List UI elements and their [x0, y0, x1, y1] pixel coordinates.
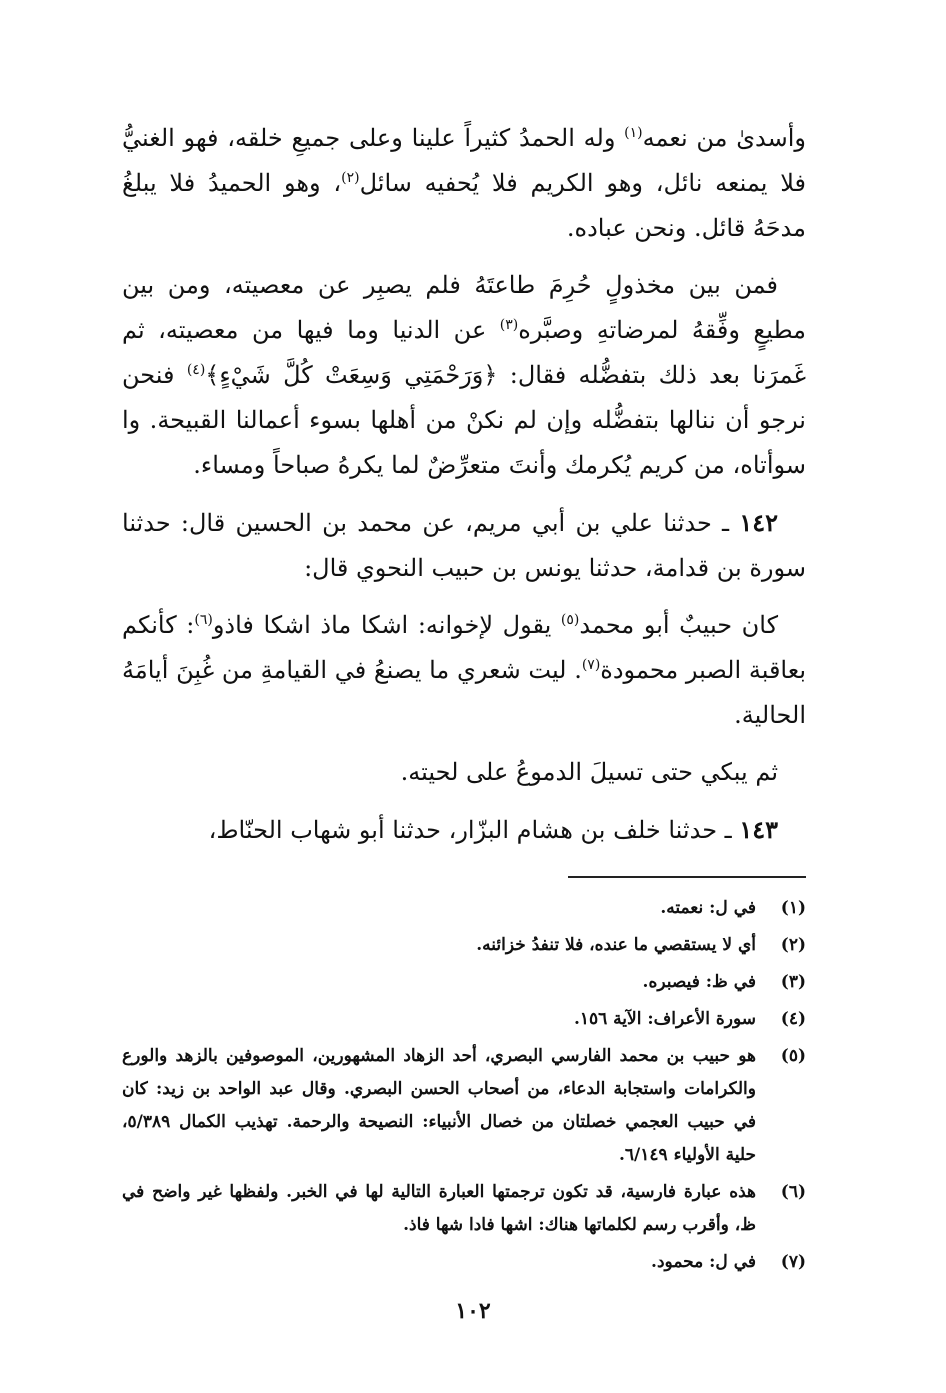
text-run: ، وهو الحميدُ فلا يبلغُ مدحَهُ قائل. ونحن عباده. [122, 169, 806, 242]
footnote-number: (٣) [780, 972, 806, 992]
footnote-item [122, 929, 806, 962]
text-run: عن الدنيا وما فيها من معصيته، ثم غَمرَنا بعد ذلك بتفضُّله فقال: ﴿وَرَحْمَتِي وَسِعَتْ كُلَّ شَيْءٍ﴾ [122, 316, 807, 389]
hadith-number: ١٤٣ [739, 815, 778, 844]
footnote-number: (٦) [780, 1182, 806, 1202]
footnote-item [122, 892, 806, 925]
main-text-body [122, 116, 806, 865]
footnote-item [122, 966, 806, 999]
text-run: كان حبيبٌ أبو محمد [579, 611, 779, 639]
text-run: فنحن نرجو أن ننالها بتفضُّله وإن لم نكنْ من أهلها بسوء أعمالنا القبيحة. وا سوأتاه، من كريم يُكرمك وأنتَ متعرِّضٌ لما يكرهُ صباحاً ومساء. [122, 361, 806, 479]
footnote-number: (٤) [780, 1009, 806, 1029]
text-run: . ليت شعري ما يصنعُ في القيامةِ من غُبِنَ أيامَهُ الحالية. [122, 656, 806, 729]
text-run: وله الحمدُ كثيراً علينا وعلى جميعِ خلقه، فهو الغنيُّ فلا يمنعه نائل، وهو الكريم فلا يُحفيه سائل [122, 124, 807, 197]
footnote-text: هو حبيب بن محمد الفارسي البصري، أحد الزهاد المشهورين، الموصوفين بالزهد والورع والكرامات واستجابة الدعاء، من أصحاب الحسن البصري. وقال عبد الواحد بن زيد: كان في حبيب العجمي خصلتان من خصال الأنبياء: النصيحة والرحمة. تهذيب الكمال ٥/٣٨٩، حلية الأولياء ٦/١٤٩. [122, 1046, 756, 1165]
text-run: ـ حدثنا خلف بن هشام البزّار، حدثنا أبو شهاب الحنّاط، [208, 816, 740, 844]
footnote-item [122, 1040, 806, 1172]
page-number: ١٠٢ [455, 1298, 491, 1324]
footnote-ref: (٦) [194, 612, 213, 628]
footnote-text: في ظ: فيصبره. [642, 972, 756, 992]
footnote-number: (٥) [780, 1046, 806, 1066]
text-run: يقول لإخوانه: اشكا ماذ اشكا فاذو [212, 611, 561, 639]
footnote-item [122, 1246, 806, 1279]
footnote-number: (٢) [780, 935, 806, 955]
footnotes [122, 892, 806, 1283]
footnote-text: سورة الأعراف: الآية ١٥٦. [573, 1009, 756, 1029]
footnote-text: أي لا يستقصي ما عنده، فلا تنفدُ خزائنه. [476, 935, 756, 955]
hadith-142-matn [122, 603, 806, 738]
hadith-number: ١٤٢ [739, 508, 778, 537]
paragraph-2 [122, 263, 806, 488]
footnote-text: في ل: محمود. [651, 1252, 756, 1272]
paragraph-1 [122, 116, 806, 251]
footnote-ref: (٥) [560, 612, 580, 628]
text-run: وأسدىٰ من نعمه [642, 124, 806, 152]
paragraph-weeping [122, 750, 806, 795]
footnote-number: (١) [780, 898, 806, 918]
footnote-ref: (١) [624, 125, 643, 141]
footnote-text: في ل: نعمته. [660, 898, 756, 918]
footnote-ref: (٣) [499, 317, 519, 333]
text-run: ـ حدثنا علي بن أبي مريم، عن محمد بن الحسين قال: حدثنا سورة بن قدامة، حدثنا يونس بن حبيب النحوي قال: [122, 509, 806, 582]
footnote-item [122, 1003, 806, 1036]
hadith-142-isnad [122, 500, 806, 591]
hadith-143-isnad [122, 807, 806, 853]
footnote-divider [568, 876, 806, 878]
footnote-ref: (٤) [186, 362, 206, 378]
footnote-ref: (٧) [581, 657, 601, 673]
footnote-item [122, 1176, 806, 1242]
footnote-ref: (٢) [341, 170, 360, 186]
text-run: : كأنكم بعاقبة الصبر محمودة [122, 611, 806, 684]
footnote-text: هذه عبارة فارسية، قد تكون ترجمتها العبارة التالية لها في الخبر. ولفظها غير واضح في ظ، وأقرب رسم لكلماتها هناك: اشها فادا شها فاذ. [122, 1182, 756, 1235]
text-run: ثم يبكي حتى تسيلَ الدموعُ على لحيته. [400, 758, 778, 786]
footnote-number: (٧) [780, 1252, 806, 1272]
text-run: فمن بين مخذولٍ حُرِمَ طاعتَهُ فلم يصبِر عن معصيته، ومن بين مطيعٍ وفِّقهُ لمرضاتهِ وصبَّره [122, 271, 806, 344]
